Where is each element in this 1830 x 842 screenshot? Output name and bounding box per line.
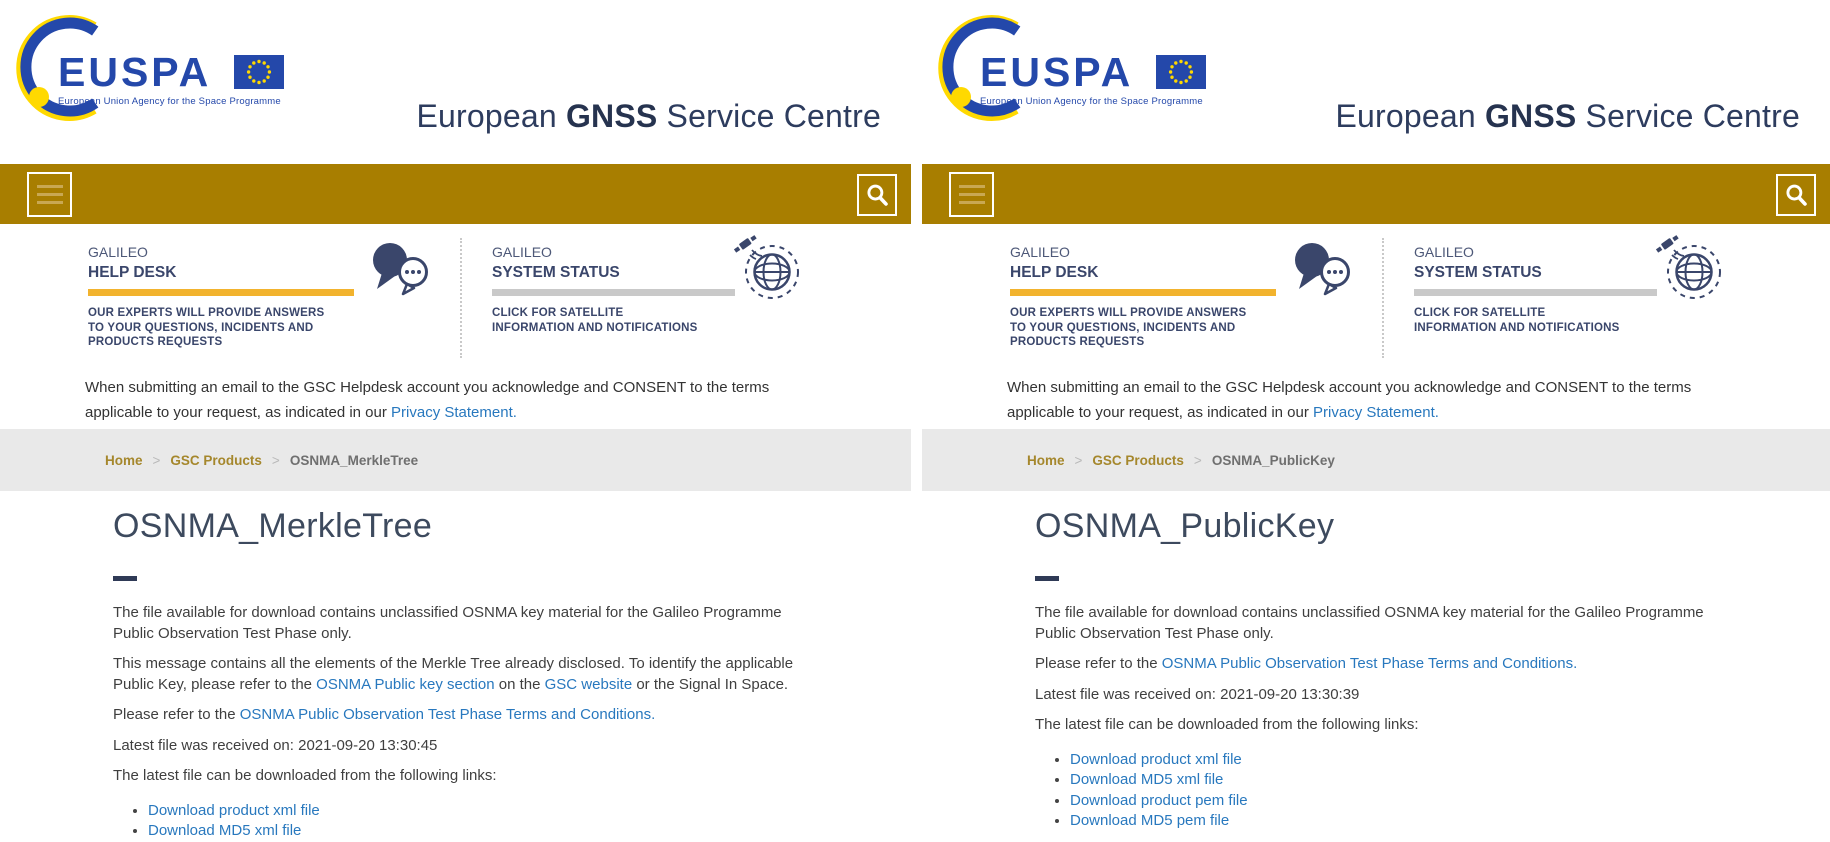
euspa-logo[interactable] [934, 15, 1220, 128]
text-run: on the [494, 675, 545, 693]
paragraph [113, 654, 803, 695]
page-content [0, 491, 911, 842]
globe-satellite-icon [730, 234, 804, 302]
browser-page-publickey [922, 0, 1830, 829]
inline-link[interactable]: OSNMA Public Observation Test Phase Terms and Conditions. [239, 706, 656, 723]
system-status-section[interactable] [1414, 244, 1657, 335]
hamburger-icon [959, 185, 985, 188]
inline-link[interactable]: Privacy Statement. [391, 404, 517, 421]
breadcrumb-home-link[interactable]: Home [105, 452, 143, 468]
breadcrumb-separator: > [1193, 452, 1202, 468]
download-link[interactable]: Download product pem file [1070, 791, 1248, 809]
main-navbar [922, 164, 1830, 224]
status-description: CLICK FOR SATELLITE INFORMATION AND NOTIFICATIONS [492, 307, 698, 334]
logo-brand-text: EUSPA [980, 49, 1134, 95]
download-link[interactable]: Download MD5 xml file [148, 822, 302, 839]
helpdesk-underline [1010, 289, 1276, 296]
breadcrumb-separator: > [271, 452, 280, 468]
breadcrumb [922, 429, 1830, 491]
globe-satellite-icon [1652, 234, 1726, 302]
download-link[interactable]: Download MD5 xml file [1070, 771, 1224, 788]
download-list-item [1070, 811, 1830, 832]
helpdesk-section[interactable] [1010, 244, 1276, 350]
paragraph [113, 705, 803, 726]
breadcrumb-current: OSNMA_PublicKey [1211, 452, 1335, 468]
text-run: The latest file can be downloaded from the following links: [1035, 716, 1419, 733]
download-list-item [148, 801, 911, 822]
text-run: The file available for download contains unclassified OSNMA key material for the Galileo Programme Public Observation Test Phase only. [1035, 604, 1704, 642]
breadcrumb-products-link[interactable]: GSC Products [1092, 452, 1184, 468]
inline-link[interactable]: Privacy Statement. [1313, 404, 1439, 421]
site-header [0, 0, 911, 164]
browser-page-merkletree [0, 0, 911, 839]
download-list-item [1070, 791, 1830, 812]
breadcrumb-products-link[interactable]: GSC Products [170, 452, 262, 468]
download-list-item [1070, 770, 1830, 791]
text-run: The latest file can be downloaded from the following links: [113, 767, 497, 784]
logo-tagline: European Union Agency for the Space Programme [58, 96, 281, 107]
breadcrumb-separator: > [152, 452, 161, 468]
privacy-note [1007, 375, 1735, 425]
site-title: European GNSS Service Centre [416, 98, 881, 134]
band-divider [460, 238, 462, 358]
download-list-item [148, 821, 911, 842]
logo-tagline: European Union Agency for the Space Programme [980, 96, 1203, 107]
status-underline [1414, 289, 1657, 296]
service-band [922, 224, 1830, 370]
download-link[interactable]: Download product xml file [148, 801, 320, 819]
euspa-logo[interactable] [12, 15, 298, 128]
paragraph [113, 766, 803, 787]
logo-brand-text: EUSPA [58, 49, 212, 95]
title-dash [1035, 576, 1059, 581]
download-link[interactable]: Download product xml file [1070, 750, 1242, 768]
service-band [0, 224, 911, 370]
search-icon [1783, 182, 1809, 208]
download-link[interactable]: Download MD5 pem file [1070, 812, 1230, 829]
breadcrumb-current: OSNMA_MerkleTree [289, 452, 419, 468]
helpdesk-description: OUR EXPERTS WILL PROVIDE ANSWERS TO YOUR QUESTIONS, INCIDENTS AND PRODUCTS REQUESTS [1010, 307, 1247, 348]
helpdesk-section[interactable] [88, 244, 354, 350]
page-title: OSNMA_PublicKey [1035, 507, 1335, 545]
text-run: or the Signal In Space. [632, 675, 789, 693]
system-status-section[interactable] [492, 244, 735, 335]
logo-yellow-dot [951, 87, 971, 107]
breadcrumb [0, 429, 911, 491]
hamburger-menu-button[interactable] [949, 172, 994, 217]
search-icon [864, 182, 890, 208]
paragraph [113, 736, 803, 757]
hamburger-menu-button[interactable] [27, 172, 72, 217]
title-dash [113, 576, 137, 581]
status-title: SYSTEM STATUS [1414, 264, 1542, 281]
text-run: Latest file was received on: 2021-09-20 13:30:45 [113, 736, 438, 754]
inline-link[interactable]: OSNMA Public key section [316, 675, 495, 693]
paragraph [113, 603, 803, 644]
page-content [922, 491, 1830, 832]
paragraph [1035, 685, 1725, 706]
downloads-list [1035, 750, 1830, 832]
chat-bubbles-icon [370, 240, 434, 298]
helpdesk-title: HELP DESK [88, 264, 177, 281]
helpdesk-kicker: GALILEO [88, 244, 148, 260]
hamburger-icon [37, 185, 63, 188]
inline-link[interactable]: GSC website [544, 675, 633, 693]
text-run: When submitting an email to the GSC Helpdesk account you acknowledge and CONSENT to the terms applicable to your request, as indicated in our [85, 379, 770, 421]
search-button[interactable] [857, 174, 897, 216]
site-title: European GNSS Service Centre [1335, 98, 1800, 134]
text-run: This message contains all the elements of the Merkle Tree already disclosed. To identify the applicable Public Key, please refer to the [113, 655, 794, 693]
text-run: Please refer to the [113, 706, 240, 723]
text-run: Please refer to the [1035, 655, 1162, 672]
status-title: SYSTEM STATUS [492, 264, 620, 281]
breadcrumb-separator: > [1074, 452, 1083, 468]
band-divider [1382, 238, 1384, 358]
status-underline [492, 289, 735, 296]
logo-yellow-dot [29, 87, 49, 107]
helpdesk-kicker: GALILEO [1010, 244, 1070, 260]
page-title: OSNMA_MerkleTree [113, 507, 433, 545]
paragraph [1035, 715, 1725, 736]
text-run: Latest file was received on: 2021-09-20 13:30:39 [1035, 685, 1360, 703]
breadcrumb-home-link[interactable]: Home [1027, 452, 1065, 468]
helpdesk-title: HELP DESK [1010, 264, 1099, 281]
chat-bubbles-icon [1292, 240, 1356, 298]
eu-flag [234, 55, 284, 89]
text-run: The file available for download contains unclassified OSNMA key material for the Galileo Programme Public Observation Test Phase only. [113, 604, 782, 642]
paragraph [1035, 654, 1725, 675]
helpdesk-underline [88, 289, 354, 296]
status-kicker: GALILEO [492, 244, 552, 260]
site-header [922, 0, 1830, 164]
status-description: CLICK FOR SATELLITE INFORMATION AND NOTIFICATIONS [1414, 307, 1620, 334]
eu-flag [1156, 55, 1206, 89]
helpdesk-description: OUR EXPERTS WILL PROVIDE ANSWERS TO YOUR QUESTIONS, INCIDENTS AND PRODUCTS REQUESTS [88, 307, 325, 348]
main-navbar [0, 164, 911, 224]
status-kicker: GALILEO [1414, 244, 1474, 260]
download-list-item [1070, 750, 1830, 771]
paragraph [1035, 603, 1725, 644]
privacy-note [85, 375, 813, 425]
search-button[interactable] [1776, 174, 1816, 216]
downloads-list [113, 801, 911, 842]
text-run: When submitting an email to the GSC Helpdesk account you acknowledge and CONSENT to the terms applicable to your request, as indicated in our [1007, 379, 1692, 421]
inline-link[interactable]: OSNMA Public Observation Test Phase Terms and Conditions. [1161, 655, 1578, 672]
